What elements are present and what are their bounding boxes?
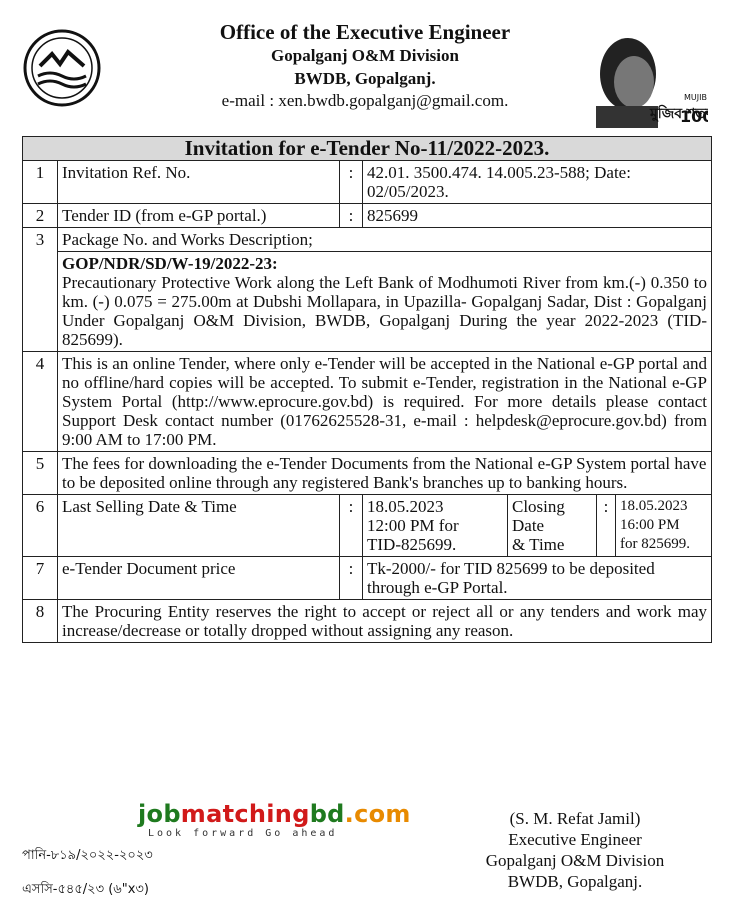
watermark-matching: matching — [180, 800, 310, 828]
watermark-tagline: Look forward Go ahead — [148, 828, 338, 839]
row-colon: : — [340, 557, 363, 600]
row-label: Tender ID (from e-GP portal.) — [58, 204, 340, 228]
row-label: Package No. and Works Description; — [58, 228, 712, 252]
row-label: Invitation Ref. No. — [58, 161, 340, 204]
tender-id-value: 825699 — [363, 204, 712, 228]
tender-title: Invitation for e-Tender No-11/2022-2023. — [23, 137, 712, 161]
row-number: 7 — [23, 557, 58, 600]
online-tender-text: This is an online Tender, where only e-Tender will be accepted in the National e-GP portal and no offline/hard copies will be accepted. To submit e-Tender, registration in the National e-GP System Portal (http://www.eprocure.gov.bd) is required. For more details please contact Support Desk contact number (01762625528-31, e-mail : helpdesk@eprocure.gov.bd) from 9:00 AM to 17:00 PM. — [58, 352, 712, 452]
procuring-entity-text: The Procuring Entity reserves the right to accept or reject all or any tenders and work may increase/decrease or totally dropped without assigning any reason. — [58, 600, 712, 643]
document-price-value: Tk-2000/- for TID 825699 to be deposited through e-GP Portal. — [363, 557, 712, 600]
invitation-ref-value: 42.01. 3500.474. 14.005.23-588; Date: 02/05/2023. — [363, 161, 712, 204]
closing-label-2: Date — [512, 516, 545, 535]
works-description-text: Precautionary Protective Work along the Left Bank of Modhumoti River from km.(-) 0.350 to km. (-) 0.075 = 275.00m at Dubshi Mollapara, in Upazilla- Gopalganj Sadar, Dist : Gopalganj Under Gopalganj O&M Division, BWDB, Gopalganj During the year 2022-2023 (TID-825699). — [62, 273, 707, 349]
table-row — [23, 452, 712, 495]
works-description — [58, 252, 712, 352]
signatory-title: Executive Engineer — [508, 830, 642, 849]
signatory-name: (S. M. Refat Jamil) — [509, 809, 641, 828]
row-colon: : — [340, 161, 363, 204]
table-row — [23, 495, 712, 557]
office-title: Office of the Executive Engineer — [219, 20, 511, 44]
row-label: e-Tender Document price — [58, 557, 340, 600]
location-name: BWDB, Gopalganj. — [294, 69, 436, 88]
closing-time-value: 16:00 PM — [620, 517, 680, 533]
closing-colon: : — [597, 495, 616, 556]
table-row — [23, 557, 712, 600]
watermark-job: job — [138, 800, 181, 828]
row-number: 4 — [23, 352, 58, 452]
package-number: GOP/NDR/SD/W-19/2022-23: — [62, 254, 278, 273]
dates-cell — [363, 495, 712, 557]
signatory-location: BWDB, Gopalganj. — [507, 872, 643, 891]
row-number: 1 — [23, 161, 58, 204]
reference-number-1: পানি-৮১৯/২০২২-২০২৩ — [22, 848, 153, 863]
row-number: 3 — [23, 228, 58, 352]
closing-tid-value: for 825699. — [620, 536, 690, 552]
mujib-portrait-image — [588, 22, 708, 130]
division-name: Gopalganj O&M Division — [271, 46, 459, 65]
reference-number-2: এসসি-৫৪৫/২৩ (৬"x৩) — [22, 882, 149, 897]
closing-label-3: & Time — [512, 535, 565, 554]
closing-label-1: Closing — [512, 497, 565, 516]
portrait-mujib: MUJIB — [684, 93, 707, 102]
selling-date — [363, 495, 508, 556]
dates-table — [363, 495, 711, 556]
row-colon: : — [340, 204, 363, 228]
portrait-caption: মুজিব শত — [650, 106, 706, 122]
jobmatchingbd-watermark — [138, 800, 411, 828]
row-number: 2 — [23, 204, 58, 228]
selling-tid-value: TID-825699. — [367, 535, 457, 554]
table-row — [23, 352, 712, 452]
row-number: 8 — [23, 600, 58, 643]
letterhead — [0, 0, 730, 126]
table-row — [23, 600, 712, 643]
closing-date — [616, 495, 712, 556]
portrait-number: 100 — [680, 107, 708, 126]
table-row — [23, 161, 712, 204]
selling-time-value: 12:00 PM for — [367, 516, 459, 535]
row-number: 5 — [23, 452, 58, 495]
watermark-com: .com — [344, 800, 411, 828]
table-row — [23, 204, 712, 228]
row-number: 6 — [23, 495, 58, 557]
table-row — [23, 228, 712, 252]
row-colon: : — [340, 495, 363, 557]
selling-date-value: 18.05.2023 — [367, 497, 444, 516]
signatory-division: Gopalganj O&M Division — [485, 851, 665, 870]
tender-table — [22, 136, 712, 643]
table-row — [23, 252, 712, 352]
signature-block — [440, 808, 710, 892]
office-email: e-mail : xen.bwdb.gopalganj@gmail.com. — [221, 91, 509, 110]
closing-label — [508, 495, 597, 556]
closing-date-value: 18.05.2023 — [620, 498, 688, 514]
fees-text: The fees for downloading the e-Tender Documents from the National e-GP System portal have to be deposited online through any registered Bank's branches up to banking hours. — [58, 452, 712, 495]
row-label: Last Selling Date & Time — [58, 495, 340, 557]
watermark-bd: bd — [309, 800, 345, 828]
tender-title-row — [23, 137, 712, 161]
